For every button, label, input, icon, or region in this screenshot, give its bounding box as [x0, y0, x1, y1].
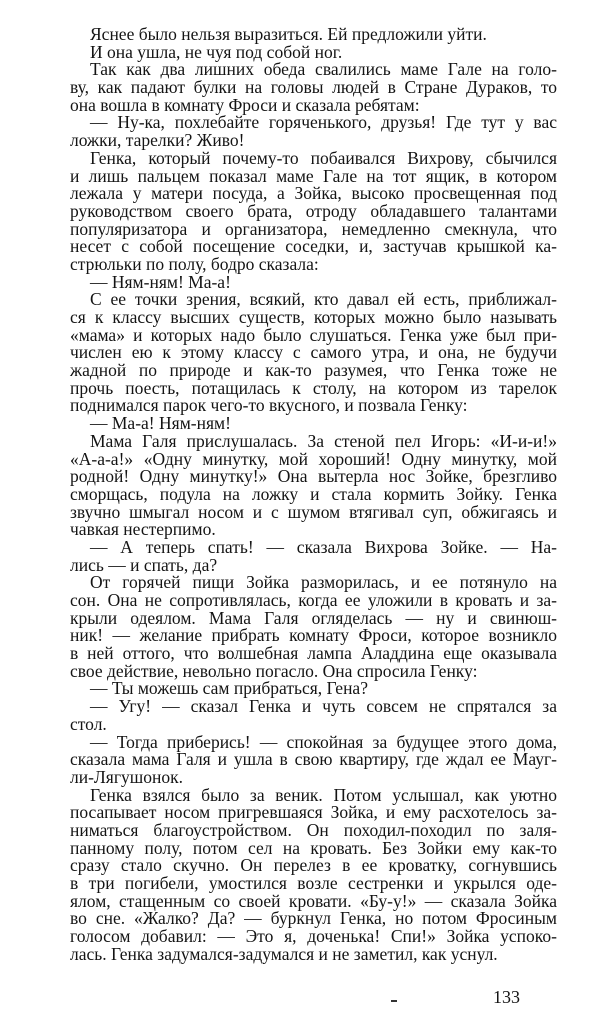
text-line: чавкая нестерпимо.	[70, 519, 216, 540]
text-line: руководством своего брата, отроду обладавшего талантами	[70, 200, 557, 221]
text-line: Генка, который почему-то побаивался Вихрову, сбычился	[90, 147, 557, 168]
text-line: лежала у матери посуда, а Зойка, высоко просвещенная под	[70, 183, 557, 204]
text-line: — А теперь спать! — сказала Вихрова Зойке. — На-	[90, 536, 557, 557]
text-line: прочь поесть, потащилась к столу, на котором из тарелок	[70, 377, 557, 398]
text-line: ложки, тарелки? Живо!	[70, 130, 245, 151]
text-line: ник! — желание прибрать комнату Фроси, которое возникло	[70, 625, 557, 646]
text-line: поднимался парок чего-то вкусного, и позвала Генку:	[70, 395, 468, 416]
text-line: ву, как падают булки на головы людей в Стране Дураков, то	[70, 77, 557, 98]
print-mark	[391, 1000, 397, 1002]
text-line: сморщась, подула на ложку и стала кормить Зойку. Генка	[70, 483, 557, 504]
book-page-text	[70, 26, 557, 963]
text-line: — Ма-а! Ням-ням!	[90, 413, 231, 434]
text-line: она вошла в комнату Фроси и сказала ребятам:	[70, 94, 420, 115]
text-line: во сне. «Жалко? Да? — буркнул Генка, но потом Фросиным	[70, 908, 557, 929]
text-line: ли-Лягушонок.	[70, 766, 183, 787]
text-line: стрюльки по полу, бодро сказала:	[70, 253, 319, 274]
text-line: в ней оттого, что волшебная лампа Аладдина еще оказывала	[70, 643, 557, 664]
text-line: Генка взялся было за веник. Потом услышал, как уютно	[90, 784, 557, 805]
text-line: сон. Она не сопротивлялась, когда ее уложили в кровать и за-	[70, 590, 557, 610]
text-line: родной! Одну минутку!» Она вытерла нос Зойке, брезгливо	[70, 466, 557, 487]
text-line: Так как два лишних обеда свалились маме Гале на голо-	[90, 59, 557, 80]
text-line: С ее точки зрения, всякий, кто давал ей есть, приближал-	[90, 289, 557, 310]
text-line: Мама Галя прислушалась. За стеной пел Игорь: «И-и-и!»	[90, 430, 557, 451]
text-line: лись — и спать, да?	[70, 554, 218, 575]
text-line: Яснее было нельзя выразиться. Ей предложили уйти.	[90, 24, 487, 44]
text-line: свое действие, невольно погасло. Она спросила Генку:	[70, 660, 478, 681]
text-line: крыли одеялом. Мама Галя огляделась — ну и свинюш-	[70, 607, 557, 628]
text-line: ниматься благоустройством. Он походил-походил по заля-	[70, 819, 557, 840]
text-line: звучно шмыгал носом и с шумом втягивал суп, обжигаясь и	[70, 501, 557, 522]
text-line: От горячей пищи Зойка разморилась, и ее потянуло на	[90, 572, 557, 593]
text-line: сразу стало скучно. Он перелез в ее кроватку, согнувшись	[70, 855, 557, 876]
text-line: «мама» и которых надо было слушаться. Генка уже был при-	[70, 324, 557, 345]
text-line: жадной по природе и как-то разумея, что Генка тоже не	[70, 360, 557, 381]
text-line: посапывает носом пригревшаяся Зойка, и ему расхотелось за-	[70, 802, 557, 823]
text-line: — Ну-ка, похлебайте горяченького, друзья! Где тут у вас	[90, 112, 557, 133]
text-line: — Тогда приберись! — спокойная за будущее этого дома,	[90, 731, 557, 752]
text-line: — Угу! — сказал Генка и чуть совсем не спрятался за	[90, 696, 557, 717]
text-line: стол.	[70, 713, 107, 734]
text-line: «А-а-а!» «Одну минутку, мой хороший! Одну минутку, мой	[70, 448, 557, 469]
text-line: популяризатора и организатора, немедленно смекнула, что	[70, 218, 557, 239]
text-line: И она ушла, не чуя под собой ног.	[90, 41, 343, 62]
text-line: — Ты можешь сам прибраться, Гена?	[90, 678, 368, 699]
text-line: — Ням-ням! Ма-а!	[90, 271, 231, 292]
text-line: лась. Генка задумался-задумался и не заметил, как уснул.	[70, 943, 498, 964]
text-line: числен ею к этому классу с самого утра, и она, не будучи	[70, 342, 557, 363]
text-line: сказала мама Галя и ушла в свою квартиру, где ждал ее Мауг-	[70, 749, 557, 770]
text-line: и лишь пальцем показал маме Гале на тот ящик, в котором	[70, 165, 557, 186]
page-number: 133	[493, 987, 520, 1007]
text-line: ся к классу высших существ, которых можно было называть	[70, 307, 557, 327]
text-line: панному полу, потом сел на кровать. Без Зойки ему как-то	[70, 837, 557, 858]
text-line: несет с собой посещение соседки, и, застучав крышкой ка-	[70, 236, 557, 257]
text-line: ялом, стащенным со своей кровати. «Бу-у!» — сказала Зойка	[70, 890, 557, 911]
text-line: голосом добавил: — Это я, доченька! Спи!» Зойка успоко-	[70, 926, 557, 947]
text-line: в три погибели, умостился возле сестренки и укрылся оде-	[70, 873, 557, 893]
